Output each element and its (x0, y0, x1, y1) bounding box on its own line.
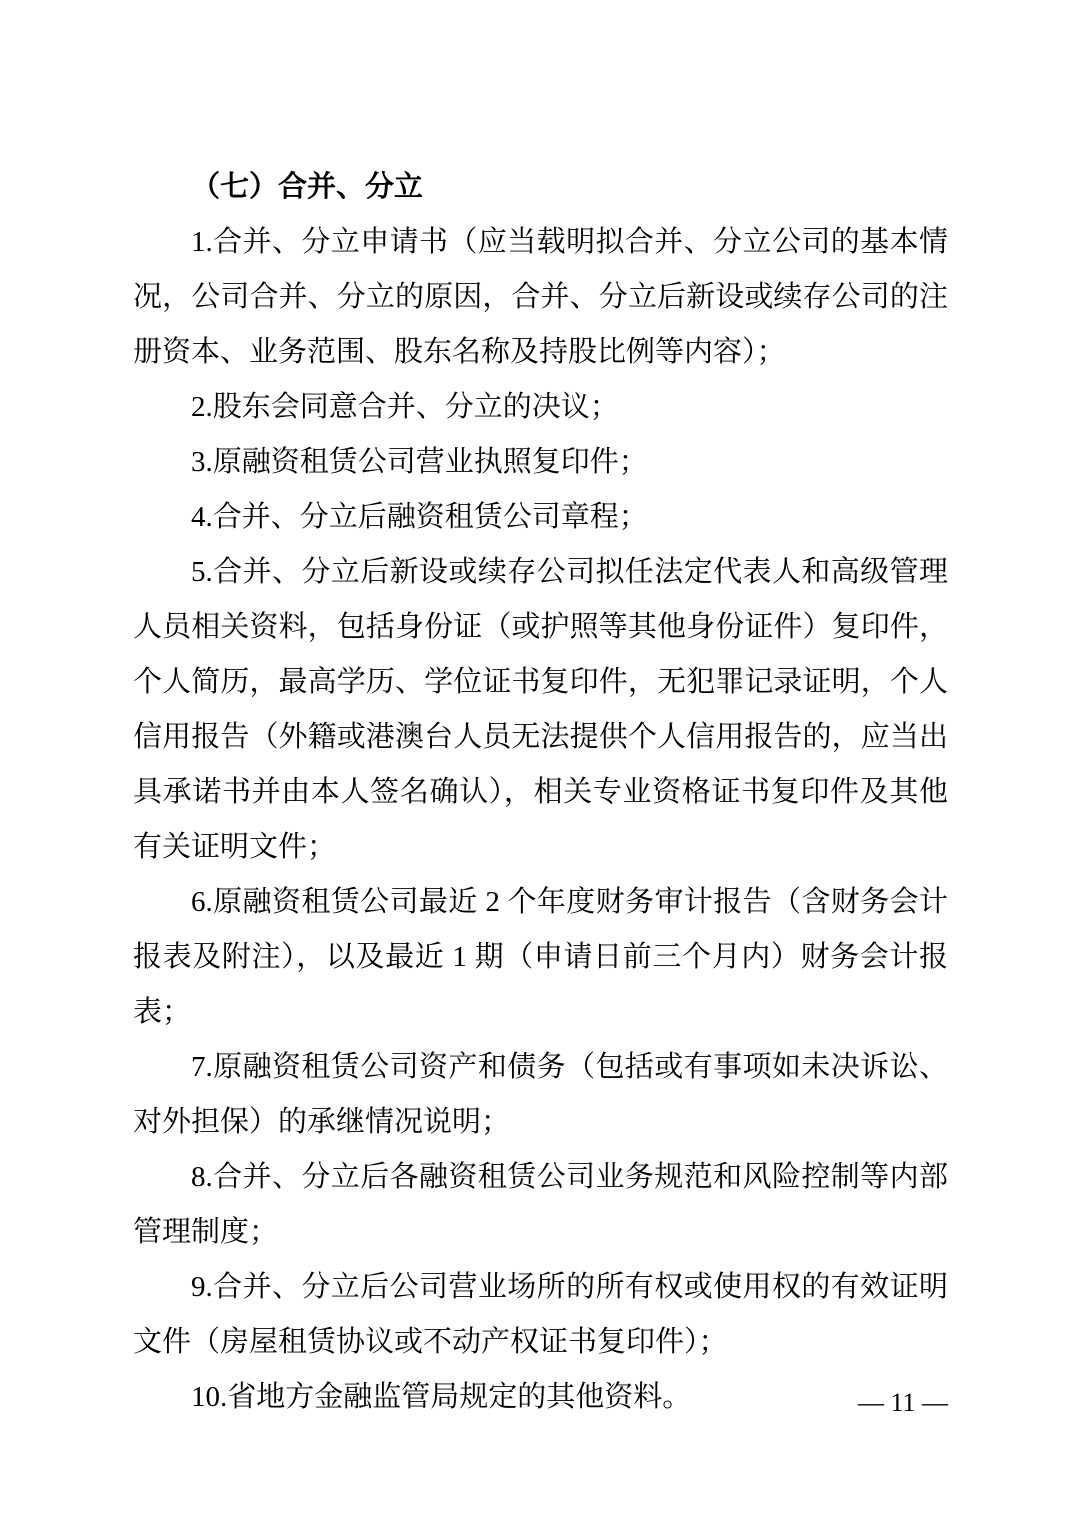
paragraph-item-5: 5.合并、分立后新设或续存公司拟任法定代表人和高级管理人员相关资料，包括身份证（或护照等其他身份证件）复印件，个人简历，最高学历、学位证书复印件，无犯罪记录证明，个人信用报告（外籍或港澳台人员无法提供个人信用报告的，应当出具承诺书并由本人签名确认），相关专业资格证书复印件及其他有关证明文件； (133, 556, 948, 863)
page-number: — 11 — (857, 1388, 948, 1417)
paragraph-item-9: 9.合并、分立后公司营业场所的所有权或使用权的有效证明文件（房屋租赁协议或不动产权证书复印件）； (133, 1271, 948, 1358)
paragraph-item-2: 2.股东会同意合并、分立的决议； (191, 391, 619, 423)
paragraph-item-8: 8.合并、分立后各融资租赁公司业务规范和风险控制等内部管理制度； (133, 1161, 948, 1248)
paragraph-item-10: 10.省地方金融监管局规定的其他资料。 (191, 1381, 692, 1413)
paragraph-list (133, 215, 948, 1425)
document-body (133, 160, 948, 1425)
page-footer (133, 1383, 948, 1423)
paragraph-item-7: 7.原融资租赁公司资产和债务（包括或有事项如未决诉讼、对外担保）的承继情况说明； (133, 1051, 948, 1138)
paragraph-item-1: 1.合并、分立申请书（应当载明拟合并、分立公司的基本情况，公司合并、分立的原因，合并、分立后新设或续存公司的注册资本、业务范围、股东名称及持股比例等内容）； (133, 226, 948, 368)
paragraph-item-3: 3.原融资租赁公司营业执照复印件； (191, 446, 648, 478)
section-heading: （七）合并、分立 (191, 171, 424, 203)
paragraph-item-6: 6.原融资租赁公司最近 2 个年度财务审计报告（含财务会计报表及附注），以及最近 1 期（申请日前三个月内）财务会计报表； (133, 886, 948, 1028)
paragraph-item-4: 4.合并、分立后融资租赁公司章程； (191, 501, 648, 533)
